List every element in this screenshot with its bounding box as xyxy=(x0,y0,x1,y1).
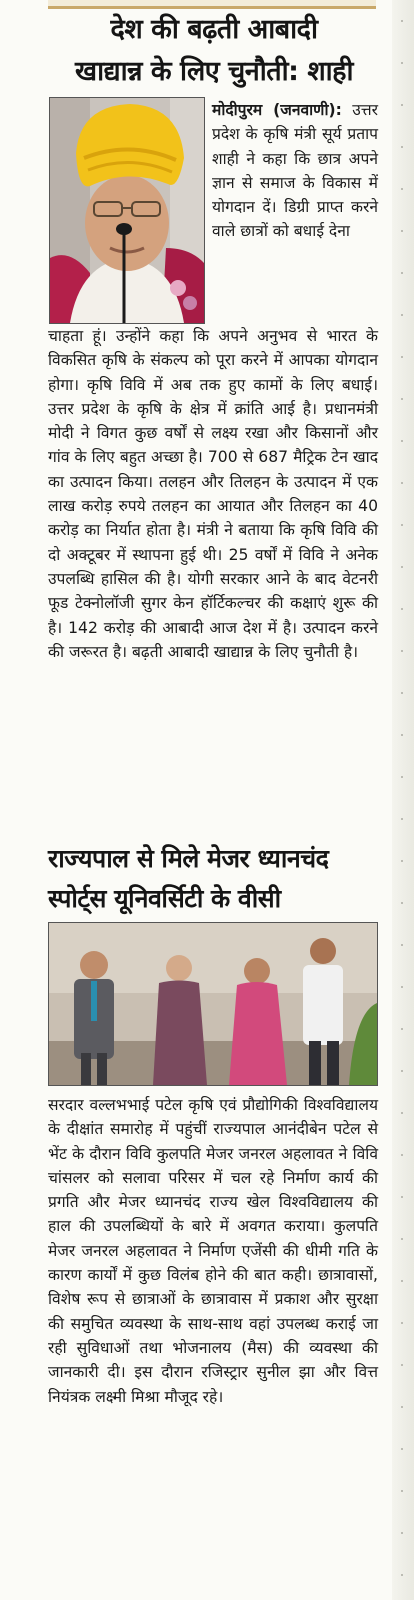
minister-photo xyxy=(49,97,205,324)
article2-headline-line1: राज्यपाल से मिले मेजर ध्यानचंद xyxy=(48,844,329,873)
article1-body: चाहता हूं। उन्होंने कहा कि अपने अनुभव से भारत के विकसित कृषि के संकल्प को पूरा करने में आपका योगदान होगा। कृषि विवि में अब तक हुए कामों के लिए बधाई। उत्तर प्रदेश के कृषि के क्षेत्र में क्रांति आई है। प्रधानमंत्री मोदी ने विगत कुछ वर्षों से लक्ष्य रखा और किसानों और गांव के लिए बहुत अच्छा है। 700 से 687 मैट्रिक टेन खाद का उत्पादन किया। तलहन और तिलहन के उत्पादन में एक लाख करोड़ रुपये तलहन का आयात और तिलहन का 40 करोड़ का निर्यात होता है। मंत्री ने बताया कि कृषि विवि की दो अक्टूबर में स्थापना हुई थी। 25 वर्षों में विवि ने अनेक उपलब्धि हासिल की है। योगी सरकार आने के बाद वेटनरी फूड टेक्नोलॉजी सुगर केन हॉर्टिकल्चर की कक्षाएं शुरू की है। 142 करोड़ की आबादी आज देश में है। उत्पादन करने की जरूरत है। बढ़ती आबादी खाद्यान्न के लिए चुनौती है। xyxy=(48,327,378,661)
article1-dateline: मोदीपुरम (जनवाणी): xyxy=(212,101,342,119)
top-rule xyxy=(48,0,376,9)
article1-headline-line1: देश की बढ़ती आबादी xyxy=(110,14,318,45)
article1-lead xyxy=(212,98,378,244)
page-edge-dots xyxy=(400,0,404,1600)
article1-headline-line2: खाद्यान्न के लिए चुनौती: शाही xyxy=(74,56,354,87)
article2-body: सरदार वल्लभभाई पटेल कृषि एवं प्रौद्योगिकी विश्वविद्यालय के दीक्षांत समारोह में पहुंचीं राज्यपाल आनंदीबेन पटेल से भेंट के दौरान विवि कुलपति मेजर जनरल अहलावत ने विवि चांसलर को सलावा परिसर में चल रहे निर्माण कार्य की प्रगति और मेजर ध्यानचंद राज्य खेल विश्वविद्यालय की हाल की उपलब्धियों के बारे में अवगत कराया। कुलपति मेजर जनरल अहलावत ने निर्माण एजेंसी की धीमी गति के कारण कार्यों में कुछ विलंब होने की बात कही। छात्रावासों, विशेष रूप से छात्राओं के छात्रावास में प्रकाश और सुरक्षा की समुचित व्यवस्था के साथ-साथ वहां उपलब्ध कराई जा रही सुविधाओं तथा भोजनालय (मैस) की व्यवस्था की जानकारी दी। इस दौरान रजिस्ट्रार सुनील झा और वित्त नियंत्रक लक्ष्मी मिश्रा मौजूद रहे। xyxy=(48,1096,378,1406)
article1-lead-text: उत्तर प्रदेश के कृषि मंत्री सूर्य प्रताप शाही ने कहा कि छात्र अपने ज्ञान से समाज के विकास में योगदान दें। डिग्री प्राप्त करने वाले छात्रों को बधाई देना xyxy=(212,101,378,241)
article2-headline-line2: स्पोर्ट्स यूनिवर्सिटी के वीसी xyxy=(48,884,281,913)
governor-meeting-photo xyxy=(48,922,378,1086)
